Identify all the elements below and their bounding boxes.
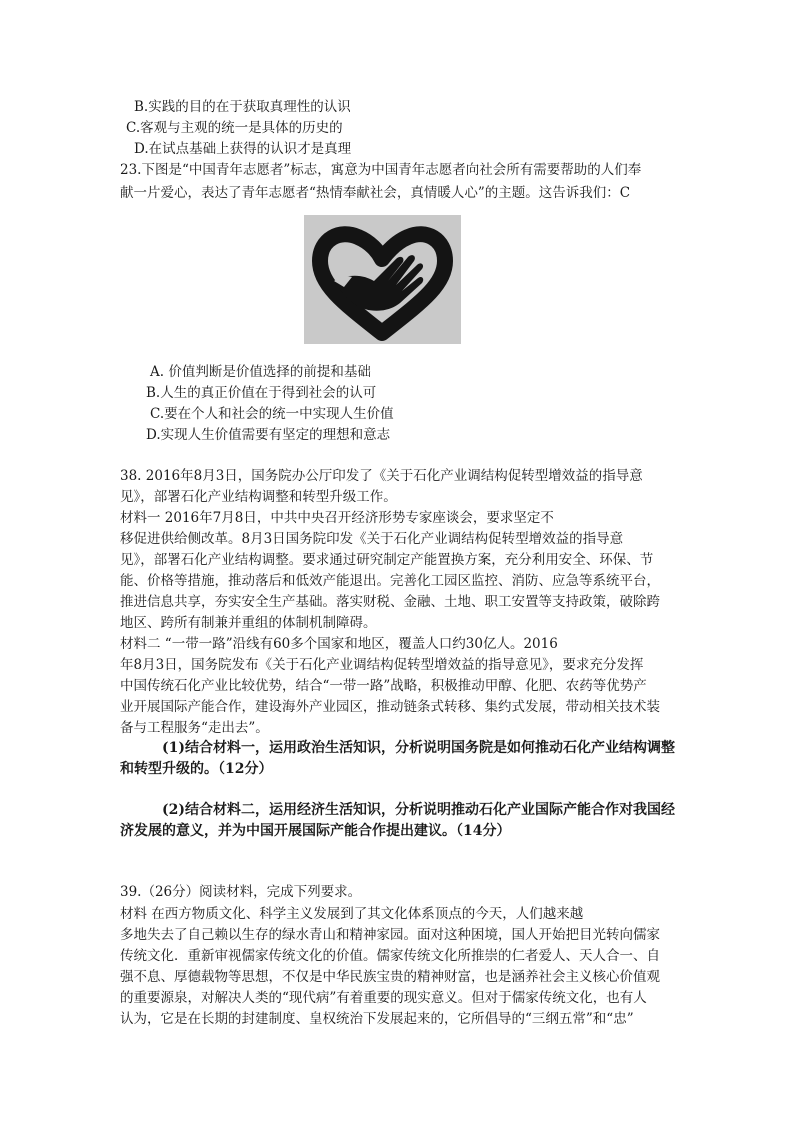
q39-stem: 39.（26分）阅读材料，完成下列要求。 xyxy=(120,884,362,900)
q23-stem-line-1: 23.下图是“中国青年志愿者”标志，寓意为中国青年志愿者向社会所有需要帮助的人们奉 xyxy=(120,162,642,178)
q22-option-c: C.客观与主观的统一是具体的历史的 xyxy=(126,120,343,136)
q23-option-b: B.人生的真正价值在于得到社会的认可 xyxy=(146,385,377,401)
q38-sub-question-2-line-1: (2)结合材料二，运用经济生活知识，分析说明推动石化产业国际产能合作对我国经 xyxy=(162,802,675,818)
q23-stem-line-2: 献一片爱心，表达了青年志愿者“热情奉献社会，真情暖人心”的主题。这告诉我们：C xyxy=(120,185,631,201)
q23-option-c: C.要在个人和社会的统一中实现人生价值 xyxy=(150,406,394,422)
q38-material-1-line-4: 能、价格等措施，推动落后和低效产能退出。完善化工园区监控、消防、应急等系统平台， xyxy=(120,573,660,589)
q38-material-2-line-4: 业开展国际产能合作，建设海外产业园区，推动链条式转移、集约式发展，带动相关技术装 xyxy=(120,699,660,715)
q38-sub-question-1-line-1: (1)结合材料一，运用政治生活知识，分析说明国务院是如何推动石化产业结构调整 xyxy=(162,740,675,756)
q39-material-line-3: 传统文化．重新审视儒家传统文化的价值。儒家传统文化所推崇的仁者爱人、天人合一、自 xyxy=(120,948,660,964)
q22-option-d: D.在试点基础上获得的认识才是真理 xyxy=(134,141,352,157)
q38-material-2-line-2: 年8月3日，国务院发布《关于石化产业调结构促转型增效益的指导意见》，要求充分发挥 xyxy=(120,657,644,673)
q38-sub-question-2-line-2: 济发展的意义，并为中国开展国际产能合作提出建议。（14分） xyxy=(120,823,511,839)
q39-material-line-1: 材料 在西方物质文化、科学主义发展到了其文化体系顶点的今天，人们越来越 xyxy=(120,906,584,922)
q39-material-line-2: 多地失去了自己赖以生存的绿水青山和精神家园。面对这种困境，国人开始把目光转向儒家 xyxy=(120,927,660,943)
heart-hand-dove-icon xyxy=(304,215,461,344)
q38-material-1-line-5: 推进信息共享，夯实安全生产基础。落实财税、金融、土地、职工安置等支持政策，破除跨 xyxy=(120,594,660,610)
q39-material-line-6: 认为，它是在长期的封建制度、皇权统治下发展起来的，它所倡导的“三纲五常”和“忠” xyxy=(120,1011,634,1027)
q38-line-2: 见》，部署石化产业结构调整和转型升级工作。 xyxy=(120,489,397,505)
q38-material-1-line-3: 见》，部署石化产业结构调整。要求通过研究制定产能置换方案，充分利用安全、环保、节 xyxy=(120,552,654,568)
q22-option-b: B.实践的目的在于获取真理性的认识 xyxy=(134,99,351,115)
q39-material-line-4: 强不息、厚德载物等思想，不仅是中华民族宝贵的精神财富，也是涵养社会主义核心价值观 xyxy=(120,969,660,985)
q39-material-line-5: 的重要源泉，对解决人类的“现代病”有着重要的现实意义。但对于儒家传统文化，也有人 xyxy=(120,990,647,1006)
q38-material-2-line-5: 备与工程服务“走出去”。 xyxy=(120,720,269,736)
q38-material-1-line-1: 材料一 2016年7月8日，中共中央召开经济形势专家座谈会，要求坚定不 xyxy=(120,510,554,526)
q38-material-1-line-2: 移促进供给侧改革。8月3日国务院印发《关于石化产业调结构促转型增效益的指导意 xyxy=(120,531,624,547)
q38-line-1: 38. 2016年8月3日，国务院办公厅印发了《关于石化产业调结构促转型增效益的指导意 xyxy=(120,468,643,484)
q23-option-a: A. 价值判断是价值选择的前提和基础 xyxy=(150,364,371,380)
q38-material-2-line-1: 材料二 “一带一路”沿线有60多个国家和地区，覆盖人口约30亿人。2016 xyxy=(120,636,558,652)
q38-material-2-line-3: 中国传统石化产业比较优势，结合“一带一路”战略，积极推动甲醇、化肥、农药等优势产 xyxy=(120,678,647,694)
q23-option-d: D.实现人生价值需要有坚定的理想和意志 xyxy=(146,427,391,443)
volunteer-logo xyxy=(304,215,461,344)
q38-material-1-line-6: 地区、跨所有制兼并重组的体制机制障碍。 xyxy=(120,615,377,631)
q38-sub-question-1-line-2: 和转型升级的。（12分） xyxy=(120,761,273,777)
